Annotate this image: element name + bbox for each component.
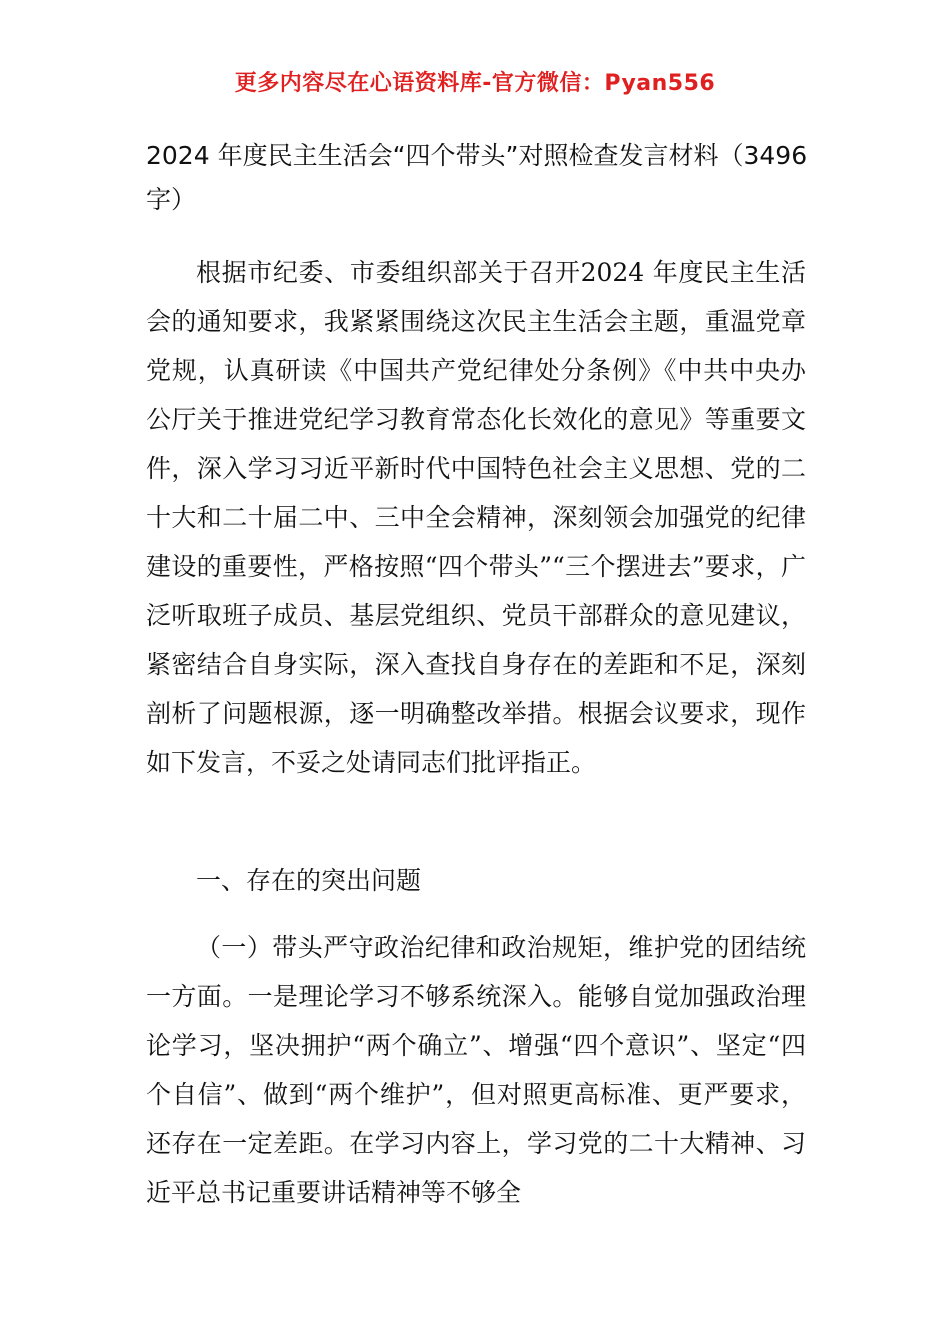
intro-paragraph: 根据市纪委、市委组织部关于召开2024 年度民主生活会的通知要求，我紧紧围绕这次民主生活会主题，重温党章党规，认真研读《中国共产党纪律处分条例》《中共中央办公厅关于推进党纪学习教育常态化长效化的意见》等重要文件，深入学习习近平新时代中国特色社会主义思想、党的二十大和二十届二中、三中全会精神，深刻领会加强党的纪律建设的重要性，严格按照“四个带头”“三个摆进去”要求，广泛听取班子成员、基层党组织、党员干部群众的意见建议，紧密结合自身实际，深入查找自身存在的差距和不足，深刻剖析了问题根源，逐一明确整改举措。根据会议要求，现作如下发言，不妥之处请同志们批评指正。 bbox=[146, 258, 806, 777]
document-title: 2024 年度民主生活会“四个带头”对照检查发言材料（3496 字） bbox=[146, 141, 808, 214]
section-paragraph: （一）带头严守政治纪律和政治规矩，维护党的团结统一方面。一是理论学习不够系统深入。能够自觉加强政治理论学习，坚决拥护“两个确立”、增强“四个意识”、坚定“四个自信”、做到“两个维护”，但对照更高标准、更严要求，还存在一定差距。在学习内容上，学习党的二十大精神、习近平总书记重要讲话精神等不够全 bbox=[146, 933, 806, 1207]
watermark-banner: 更多内容尽在心语资料库-官方微信：Pyan556 bbox=[234, 71, 716, 96]
section-heading: 一、存在的突出问题 bbox=[196, 866, 422, 895]
